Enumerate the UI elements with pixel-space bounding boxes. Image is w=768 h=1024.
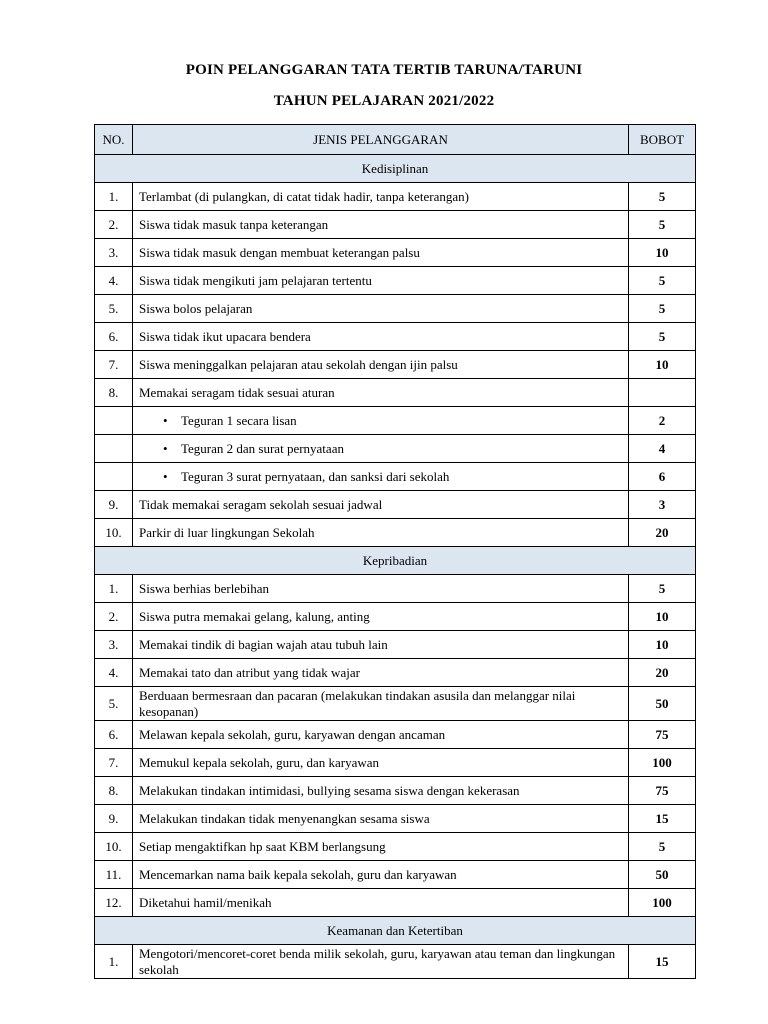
violation-text bbox=[133, 239, 629, 267]
table-row bbox=[95, 889, 696, 917]
violation-text bbox=[133, 659, 629, 687]
violation-label: Setiap mengaktifkan hp saat KBM berlangsung bbox=[139, 838, 386, 854]
violation-label: Berduaan bermesraan dan pacaran (melakukan tindakan asusila dan melanggar nilai kesopanan) bbox=[139, 687, 576, 719]
violation-text bbox=[133, 407, 629, 435]
document-title: POIN PELANGGARAN TATA TERTIB TARUNA/TARUNI bbox=[185, 62, 583, 78]
violation-text bbox=[133, 861, 629, 889]
table-row bbox=[95, 491, 696, 519]
bobot-value: 50 bbox=[629, 861, 696, 889]
table-row bbox=[95, 687, 696, 721]
row-number bbox=[95, 435, 133, 463]
header-no: NO. bbox=[95, 125, 133, 155]
violation-label: Siswa tidak masuk dengan membuat keterangan palsu bbox=[139, 244, 420, 260]
bobot-value: 5 bbox=[629, 267, 696, 295]
section-header-row bbox=[95, 547, 696, 575]
table-row bbox=[95, 379, 696, 407]
bullet-icon: • bbox=[163, 412, 168, 428]
violation-text bbox=[133, 183, 629, 211]
bullet-icon: • bbox=[163, 468, 168, 484]
violation-table bbox=[94, 124, 696, 979]
table-header-row bbox=[95, 125, 696, 155]
section-title: Kepribadian bbox=[95, 547, 696, 575]
table-row bbox=[95, 805, 696, 833]
bobot-value: 5 bbox=[629, 183, 696, 211]
bobot-value: 75 bbox=[629, 777, 696, 805]
bobot-value: 5 bbox=[629, 575, 696, 603]
table-row bbox=[95, 777, 696, 805]
violation-text bbox=[133, 379, 629, 407]
bobot-value: 5 bbox=[629, 295, 696, 323]
bobot-value: 100 bbox=[629, 749, 696, 777]
violation-label: Parkir di luar lingkungan Sekolah bbox=[139, 524, 315, 540]
violation-label: Tidak memakai seragam sekolah sesuai jadwal bbox=[139, 496, 383, 512]
violation-label: Mencemarkan nama baik kepala sekolah, guru dan karyawan bbox=[139, 866, 457, 882]
table-row bbox=[95, 183, 696, 211]
violation-text bbox=[133, 519, 629, 547]
row-number: 2. bbox=[95, 603, 133, 631]
row-number: 10. bbox=[95, 833, 133, 861]
violation-label: Memakai tato dan atribut yang tidak wajar bbox=[139, 664, 360, 680]
table-row bbox=[95, 407, 696, 435]
row-number: 9. bbox=[95, 491, 133, 519]
table-row bbox=[95, 267, 696, 295]
table-row bbox=[95, 435, 696, 463]
violation-text bbox=[133, 749, 629, 777]
table-row bbox=[95, 659, 696, 687]
violation-label: Siswa berhias berlebihan bbox=[139, 580, 269, 596]
violation-text bbox=[133, 889, 629, 917]
table-row bbox=[95, 945, 696, 979]
row-number: 1. bbox=[95, 575, 133, 603]
bobot-value: 75 bbox=[629, 721, 696, 749]
row-number: 12. bbox=[95, 889, 133, 917]
row-number: 11. bbox=[95, 861, 133, 889]
violation-label: Siswa putra memakai gelang, kalung, anting bbox=[139, 608, 370, 624]
document-subtitle: TAHUN PELAJARAN 2021/2022 bbox=[273, 93, 495, 109]
violation-text bbox=[133, 687, 629, 721]
bobot-value: 5 bbox=[629, 211, 696, 239]
violation-label: Diketahui hamil/menikah bbox=[139, 894, 272, 910]
table-row bbox=[95, 575, 696, 603]
row-number: 3. bbox=[95, 239, 133, 267]
violation-text bbox=[133, 491, 629, 519]
table-body bbox=[95, 155, 696, 979]
row-number: 1. bbox=[95, 183, 133, 211]
bobot-value: 20 bbox=[629, 659, 696, 687]
table-row bbox=[95, 749, 696, 777]
bobot-value: 10 bbox=[629, 631, 696, 659]
row-number bbox=[95, 463, 133, 491]
row-number bbox=[95, 407, 133, 435]
violation-label: Melakukan tindakan intimidasi, bullying sesama siswa dengan kekerasan bbox=[139, 782, 520, 798]
bobot-value: 4 bbox=[629, 435, 696, 463]
header-jenis: JENIS PELANGGARAN bbox=[133, 125, 629, 155]
bobot-value: 10 bbox=[629, 239, 696, 267]
bobot-value: 2 bbox=[629, 407, 696, 435]
bobot-value: 6 bbox=[629, 463, 696, 491]
table-row bbox=[95, 351, 696, 379]
violation-text bbox=[133, 805, 629, 833]
table-row bbox=[95, 861, 696, 889]
row-number: 9. bbox=[95, 805, 133, 833]
table-row bbox=[95, 239, 696, 267]
violation-text bbox=[133, 777, 629, 805]
violation-label: Memakai seragam tidak sesuai aturan bbox=[139, 384, 335, 400]
violation-text bbox=[133, 463, 629, 491]
table-row bbox=[95, 295, 696, 323]
section-title: Kedisiplinan bbox=[95, 155, 696, 183]
violation-text bbox=[133, 945, 629, 979]
violation-label: Teguran 2 dan surat pernyataan bbox=[181, 440, 344, 456]
bobot-value: 100 bbox=[629, 889, 696, 917]
violation-text bbox=[133, 833, 629, 861]
table-row bbox=[95, 721, 696, 749]
bobot-value: 5 bbox=[629, 833, 696, 861]
section-title: Keamanan dan Ketertiban bbox=[95, 917, 696, 945]
bobot-value: 15 bbox=[629, 805, 696, 833]
violation-text bbox=[133, 295, 629, 323]
row-number: 6. bbox=[95, 323, 133, 351]
violation-label: Melawan kepala sekolah, guru, karyawan dengan ancaman bbox=[139, 726, 446, 742]
row-number: 4. bbox=[95, 659, 133, 687]
violation-text bbox=[133, 435, 629, 463]
bobot-value bbox=[629, 379, 696, 407]
row-number: 5. bbox=[95, 687, 133, 721]
row-number: 4. bbox=[95, 267, 133, 295]
row-number: 6. bbox=[95, 721, 133, 749]
row-number: 1. bbox=[95, 945, 133, 979]
violation-label: Teguran 3 surat pernyataan, dan sanksi dari sekolah bbox=[181, 468, 450, 484]
violation-label: Siswa tidak masuk tanpa keterangan bbox=[139, 216, 329, 232]
violation-label: Memukul kepala sekolah, guru, dan karyawan bbox=[139, 754, 380, 770]
violation-text bbox=[133, 603, 629, 631]
violation-text bbox=[133, 323, 629, 351]
bobot-value: 20 bbox=[629, 519, 696, 547]
bobot-value: 10 bbox=[629, 351, 696, 379]
violation-label: Melakukan tindakan tidak menyenangkan sesama siswa bbox=[139, 810, 430, 826]
bobot-value: 50 bbox=[629, 687, 696, 721]
bobot-value: 10 bbox=[629, 603, 696, 631]
violation-text bbox=[133, 631, 629, 659]
row-number: 10. bbox=[95, 519, 133, 547]
table-row bbox=[95, 211, 696, 239]
violation-label: Siswa meninggalkan pelajaran atau sekolah dengan ijin palsu bbox=[139, 356, 458, 372]
violation-text bbox=[133, 351, 629, 379]
table-row bbox=[95, 833, 696, 861]
header-bobot: BOBOT bbox=[629, 125, 696, 155]
table-row bbox=[95, 323, 696, 351]
bobot-value: 5 bbox=[629, 323, 696, 351]
violation-label: Siswa bolos pelajaran bbox=[139, 300, 253, 316]
violation-label: Terlambat (di pulangkan, di catat tidak hadir, tanpa keterangan) bbox=[139, 188, 469, 204]
violation-label: Siswa tidak mengikuti jam pelajaran tertentu bbox=[139, 272, 372, 288]
row-number: 7. bbox=[95, 749, 133, 777]
bobot-value: 3 bbox=[629, 491, 696, 519]
section-header-row bbox=[95, 917, 696, 945]
table-row bbox=[95, 519, 696, 547]
violation-label: Siswa tidak ikut upacara bendera bbox=[139, 328, 311, 344]
row-number: 3. bbox=[95, 631, 133, 659]
violation-label: Mengotori/mencoret-coret benda milik sekolah, guru, karyawan atau teman dan lingkungan sekolah bbox=[139, 945, 616, 977]
bullet-icon: • bbox=[163, 440, 168, 456]
violation-text bbox=[133, 211, 629, 239]
table-row bbox=[95, 631, 696, 659]
violation-label: Teguran 1 secara lisan bbox=[181, 412, 297, 428]
violation-text bbox=[133, 575, 629, 603]
violation-label: Memakai tindik di bagian wajah atau tubuh lain bbox=[139, 636, 388, 652]
bobot-value: 15 bbox=[629, 945, 696, 979]
table-row bbox=[95, 463, 696, 491]
violation-text bbox=[133, 721, 629, 749]
row-number: 8. bbox=[95, 777, 133, 805]
row-number: 7. bbox=[95, 351, 133, 379]
row-number: 8. bbox=[95, 379, 133, 407]
row-number: 2. bbox=[95, 211, 133, 239]
section-header-row bbox=[95, 155, 696, 183]
row-number: 5. bbox=[95, 295, 133, 323]
violation-text bbox=[133, 267, 629, 295]
table-row bbox=[95, 603, 696, 631]
